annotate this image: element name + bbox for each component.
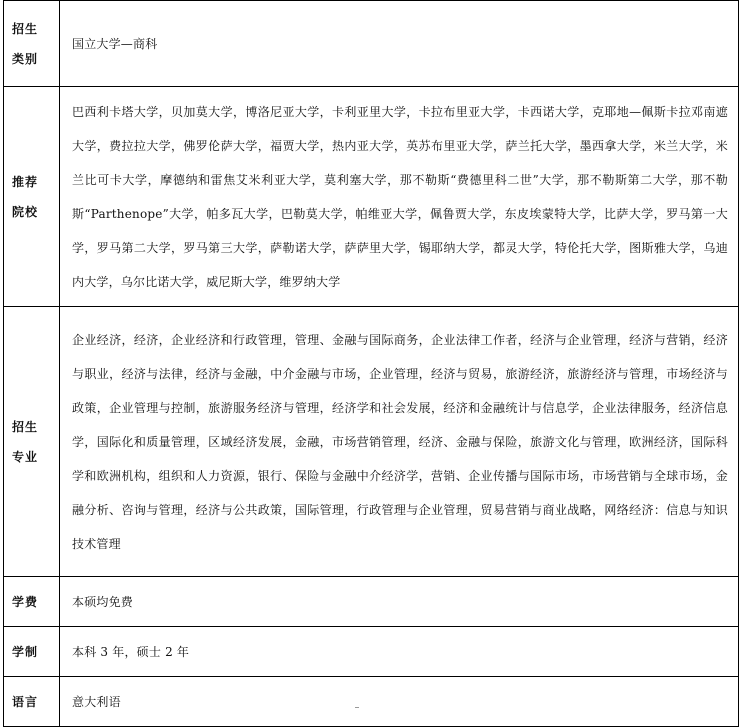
footer-mark (355, 707, 359, 708)
label-cell-recommended-schools (4, 87, 60, 307)
row-admission-type (4, 1, 739, 87)
admission-type-value: 国立大学—商科 (72, 36, 158, 51)
value-cell-duration (60, 627, 739, 677)
label-cell-duration (4, 627, 60, 677)
majors-label: 招生专业 (12, 419, 39, 464)
label-cell-language (4, 677, 60, 727)
language-value: 意大利语 (72, 694, 121, 709)
recommended-schools-label: 推荐院校 (12, 174, 39, 219)
label-cell-tuition (4, 577, 60, 627)
row-language (4, 677, 739, 727)
language-label: 语言 (12, 694, 39, 709)
duration-value: 本科 3 年，硕士 2 年 (72, 644, 190, 659)
majors-value: 企业经济，经济，企业经济和行政管理，管理、金融与国际商务，企业法律工作者，经济与企业管理，经济与营销，经济与职业，经济与法律，经济与金融，中介金融与市场，企业管理，经济与贸易，旅游经济，旅游经济与管理，市场经济与政策，企业管理与控制，旅游服务经济与管理，经济学和社会发展，经济和金融统计与信息学，企业法律服务，经济信息学，国际化和质量管理，区域经济发展，金融，市场营销管理，经济、金融与保险，旅游文化与管理，欧洲经济，国际科学和欧洲机构，组织和人力资源，银行、保险与金融中介经济学，营销、企业传播与国际市场，市场营销与全球市场，金融分析、咨询与管理，经济与公共政策，国际管理，行政管理与企业管理，贸易营销与商业战略，网络经济：信息与知识技术管理 (72, 332, 728, 551)
row-duration (4, 627, 739, 677)
row-recommended-schools (4, 87, 739, 307)
value-cell-tuition (60, 577, 739, 627)
admission-type-label: 招生类别 (12, 21, 39, 66)
admission-info-table (3, 0, 739, 727)
recommended-schools-value: 巴西利卡塔大学，贝加莫大学，博洛尼亚大学，卡利亚里大学，卡拉布里亚大学，卡西诺大学，克耶地—佩斯卡拉邓南遮大学，费拉拉大学，佛罗伦萨大学，福贾大学，热内亚大学，英苏布里亚大学，萨兰托大学，墨西拿大学，米兰大学，米兰比可卡大学，摩德纳和雷焦艾米利亚大学，莫利塞大学，那不勒斯“费德里科二世”大学，那不勒斯第二大学，那不勒斯“Parthenope”大学，帕多瓦大学，巴勒莫大学，帕维亚大学，佩鲁贾大学，东皮埃蒙特大学，比萨大学，罗马第一大学，罗马第二大学，罗马第三大学，萨勒诺大学，萨萨里大学，锡耶纳大学，都灵大学，特伦托大学，图斯雅大学，乌迪内大学，乌尔比诺大学，威尼斯大学，维罗纳大学 (72, 104, 728, 289)
tuition-value: 本硕均免费 (72, 594, 134, 609)
duration-label: 学制 (12, 644, 39, 659)
value-cell-admission-type (60, 1, 739, 87)
value-cell-majors (60, 307, 739, 577)
value-cell-recommended-schools (60, 87, 739, 307)
label-cell-majors (4, 307, 60, 577)
row-tuition (4, 577, 739, 627)
value-cell-language (60, 677, 739, 727)
label-cell-admission-type (4, 1, 60, 87)
tuition-label: 学费 (12, 594, 39, 609)
row-majors (4, 307, 739, 577)
